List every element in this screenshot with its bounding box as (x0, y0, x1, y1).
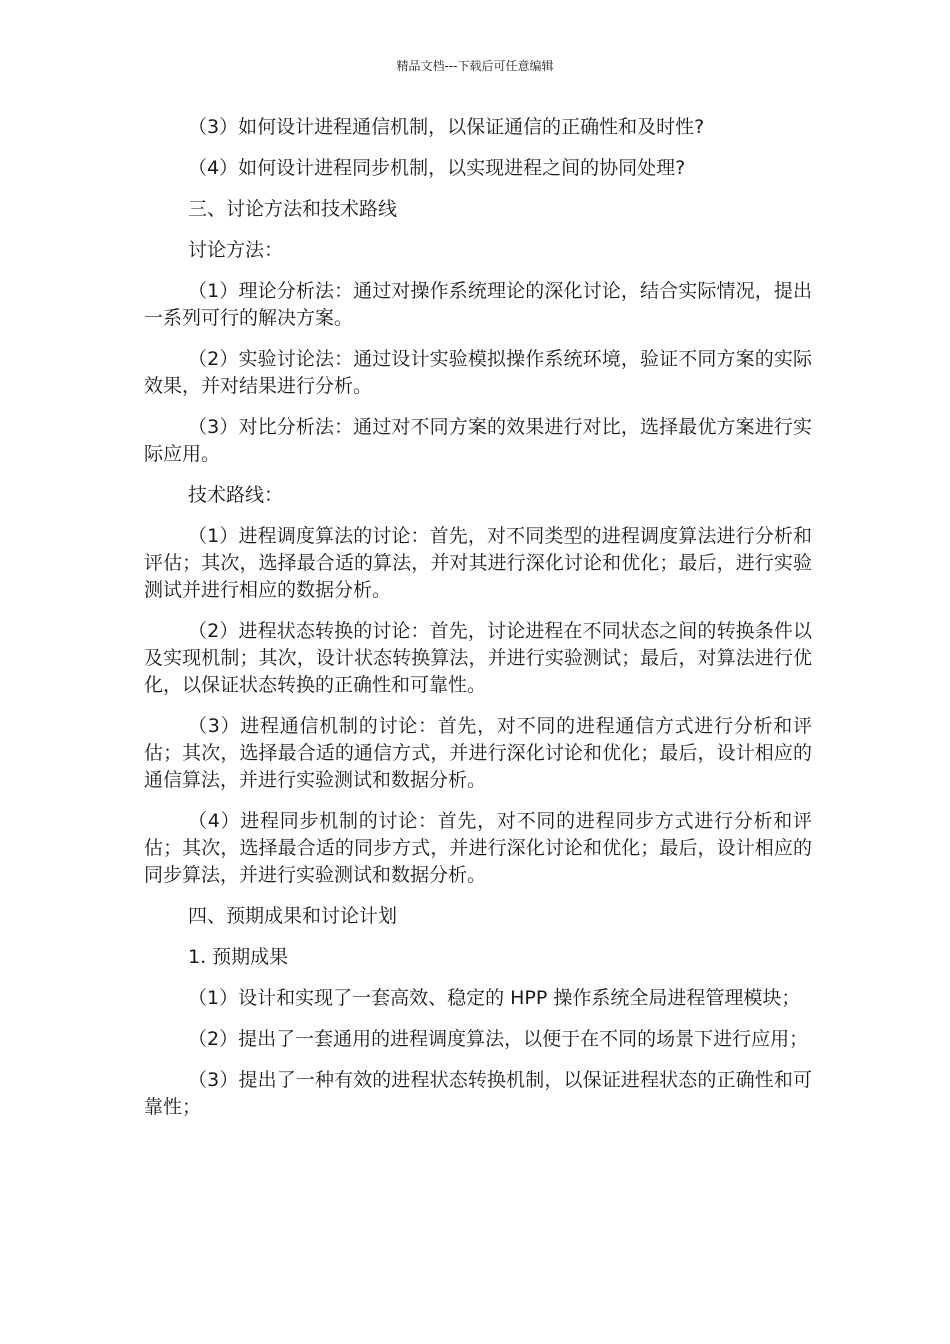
paragraph-question-3: （3）如何设计进程通信机制，以保证通信的正确性和及时性? (188, 116, 705, 138)
section-heading-outcomes: 四、预期成果和讨论计划 (188, 905, 398, 927)
paragraph-outcome-2: （2）提出了一套通用的进程调度算法，以便于在不同的场景下进行应用； (188, 1028, 809, 1050)
paragraph-method-1: （1）理论分析法：通过对操作系统理论的深化讨论，结合实际情况，提出一系列可行的解决方案。 (144, 280, 812, 329)
paragraph-route-2: （2）进程状态转换的讨论：首先，讨论进程在不同状态之间的转换条件以及实现机制；其次，设计状态转换算法，并进行实验测试；最后，对算法进行优化，以保证状态转换的正确性和可靠性。 (144, 620, 812, 696)
subheading-methods: 讨论方法： (188, 239, 284, 261)
paragraph-outcome-3: （3）提出了一种有效的进程状态转换机制，以保证进程状态的正确性和可靠性； (144, 1069, 812, 1118)
paragraph-outcome-1: （1）设计和实现了一套高效、稳定的 HPP 操作系统全局进程管理模块； (188, 987, 801, 1009)
section-heading-methods: 三、讨论方法和技术路线 (188, 198, 398, 220)
paragraph-question-4: （4）如何设计进程同步机制，以实现进程之间的协同处理? (188, 157, 686, 179)
subheading-technical-route: 技术路线： (188, 484, 284, 506)
paragraph-method-2: （2）实验讨论法：通过设计实验模拟操作系统环境，验证不同方案的实际效果，并对结果进行分析。 (144, 348, 812, 397)
paragraph-route-4: （4）进程同步机制的讨论：首先，对不同的进程同步方式进行分析和评估；其次，选择最合适的同步方式，并进行深化讨论和优化；最后，设计相应的同步算法，并进行实验测试和数据分析。 (144, 810, 812, 886)
page-header: 精品文档---下载后可任意编辑 (396, 59, 554, 73)
paragraph-route-1: （1）进程调度算法的讨论：首先，对不同类型的进程调度算法进行分析和评估；其次，选择最合适的算法，并对其进行深化讨论和优化；最后，进行实验测试并进行相应的数据分析。 (144, 525, 812, 601)
subheading-expected-outcomes: 1. 预期成果 (188, 946, 289, 968)
paragraph-route-3: （3）进程通信机制的讨论：首先，对不同的进程通信方式进行分析和评估；其次，选择最合适的通信方式，并进行深化讨论和优化；最后，设计相应的通信算法，并进行实验测试和数据分析。 (144, 715, 812, 791)
paragraph-method-3: （3）对比分析法：通过对不同方案的效果进行对比，选择最优方案进行实际应用。 (144, 416, 812, 465)
document-body (144, 114, 812, 1135)
